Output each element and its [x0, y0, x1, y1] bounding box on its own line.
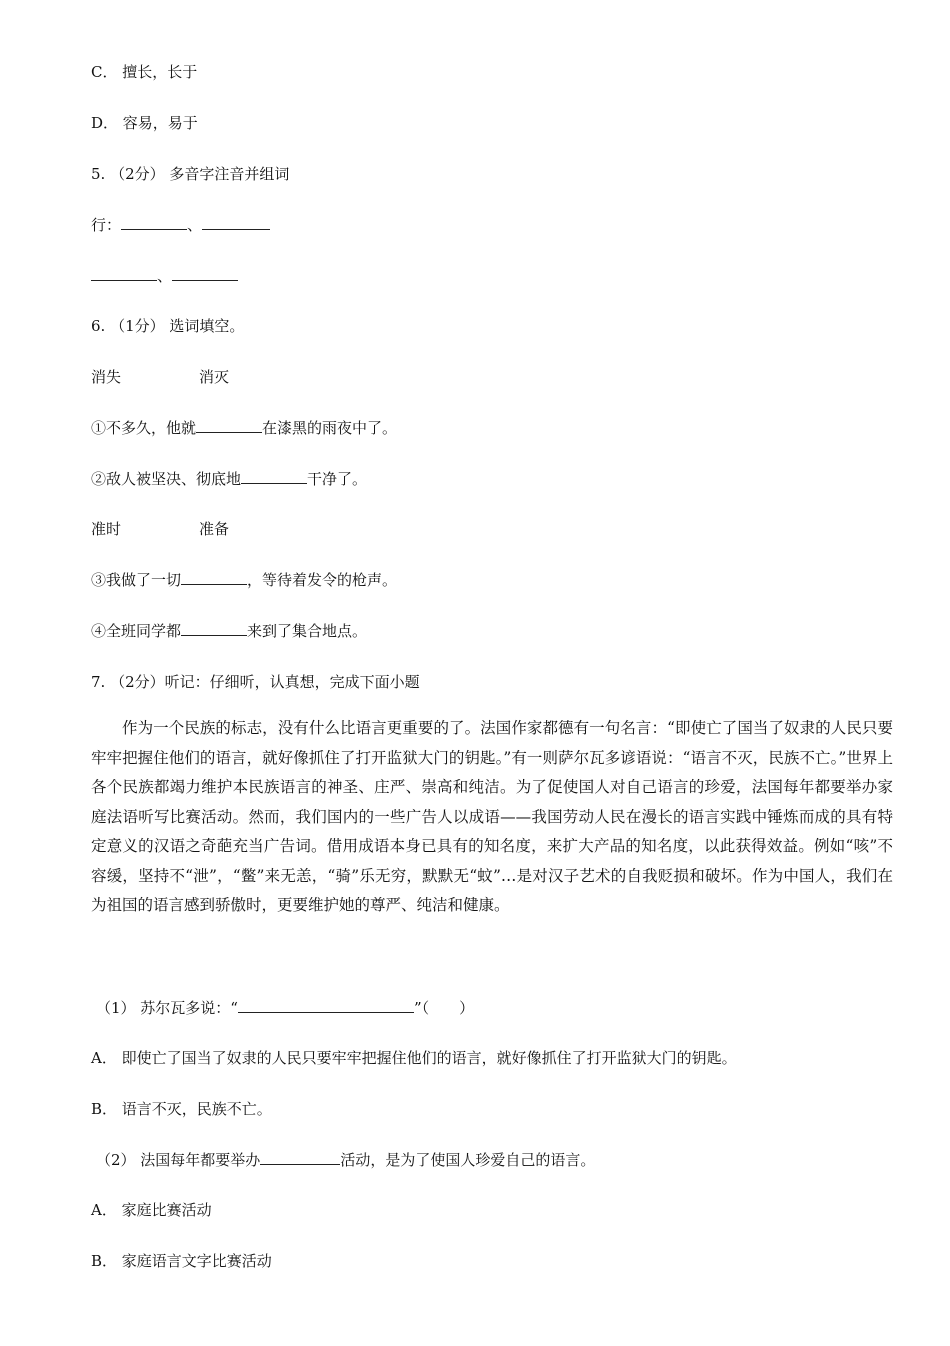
- reading-passage: 作为一个民族的标志，没有什么比语言更重要的了。法国作家都德有一句名言：“即使亡了国当了奴隶的人民只要牢牢把握住他们的语言，就好像抓住了打开监狱大门的钥匙。”有一则萨尔瓦多谚语说：“语言不灭，民族不亡。”世界上各个民族都竭力维护本民族语言的神圣、庄严、崇高和纯洁。为了促使国人对自己语言的珍爱，法国每年都要举办家庭法语听写比赛活动。然而，我们国内的一些广告人以成语——我国劳动人民在漫长的语言实践中锤炼而成的具有特定意义的汉语之奇葩充当广告词。借用成语本身已具有的知名度，来扩大产品的知名度，以此获得效益。例如“咳”不容缓，坚持不“泄”，“鳖”来无恙，“骑”乐无穷，默默无“蚊”…是对汉子艺术的自我贬损和破坏。作为中国人，我们在为祖国的语言感到骄傲时，更要维护她的尊严、纯洁和健康。: [91, 719, 893, 914]
- answer-blank[interactable]: [172, 266, 238, 281]
- question-6-title: [91, 316, 244, 336]
- answer-blank[interactable]: [181, 570, 247, 585]
- separator: 、: [187, 216, 203, 234]
- question-7-title: [91, 672, 420, 692]
- sub-question-1-option-b: [91, 1099, 272, 1119]
- option-text: B． 语言不灭，民族不亡。: [91, 1100, 272, 1118]
- answer-blank[interactable]: [91, 266, 157, 281]
- sentence-text: 干净了。: [307, 470, 368, 488]
- sub-question-2: [96, 1150, 595, 1170]
- question-5-line-1: [91, 215, 270, 235]
- sentence-text: ，等待着发令的枪声。: [247, 571, 398, 589]
- sentence-text: 来到了集合地点。: [247, 622, 368, 640]
- sub-question-2-option-a: [91, 1200, 212, 1220]
- sentence-4: [91, 621, 367, 641]
- question-6-title-text: 6. （1分） 选词填空。: [91, 317, 245, 335]
- sentence-text: ③我做了一切: [91, 571, 182, 589]
- polyphone-character: 行：: [91, 216, 122, 234]
- sub-question-text: 活动，是为了使国人珍爱自己的语言。: [340, 1151, 596, 1169]
- sub-question-2-option-b: [91, 1251, 272, 1271]
- answer-blank[interactable]: [121, 215, 187, 230]
- sentence-text: 在漆黑的雨夜中了。: [262, 419, 398, 437]
- sub-question-1: [96, 998, 474, 1018]
- word-choice: 准备: [199, 520, 230, 538]
- separator: 、: [157, 267, 173, 285]
- sentence-text: ②敌人被坚决、彻底地: [91, 470, 242, 488]
- word-choice: 消失: [91, 368, 122, 386]
- sentence-3: [91, 570, 397, 590]
- question-7-title-text: 7. （2分）听记：仔细听，认真想，完成下面小题: [91, 673, 420, 691]
- word-choices-1: [91, 367, 229, 387]
- sentence-2: [91, 469, 367, 489]
- question-5-title: [91, 164, 289, 184]
- answer-blank[interactable]: [181, 621, 247, 636]
- option-d-text: D． 容易，易于: [91, 114, 198, 132]
- sentence-text: ①不多久，他就: [91, 419, 197, 437]
- option-c: [91, 62, 197, 82]
- answer-blank[interactable]: [238, 998, 414, 1013]
- option-text: B． 家庭语言文字比赛活动: [91, 1252, 272, 1270]
- option-d: [91, 113, 198, 133]
- answer-blank[interactable]: [202, 215, 270, 230]
- answer-blank[interactable]: [196, 418, 262, 433]
- question-5-title-text: 5. （2分） 多音字注音并组词: [91, 165, 290, 183]
- word-choices-2: [91, 519, 229, 539]
- option-text: A． 即使亡了国当了奴隶的人民只要牢牢把握住他们的语言，就好像抓住了打开监狱大门的钥匙。: [91, 1049, 737, 1067]
- sub-question-text: ”（ ）: [413, 999, 475, 1017]
- option-c-text: C． 擅长，长于: [91, 63, 198, 81]
- sub-question-1-option-a: [91, 1048, 737, 1068]
- word-choice: 消灭: [199, 368, 230, 386]
- answer-blank[interactable]: [241, 469, 307, 484]
- question-5-line-2: [91, 266, 238, 286]
- answer-blank[interactable]: [260, 1150, 340, 1165]
- sub-question-text: （2） 法国每年都要举办: [96, 1151, 261, 1169]
- sentence-text: ④全班同学都: [91, 622, 182, 640]
- sub-question-text: （1） 苏尔瓦多说：“: [96, 999, 238, 1017]
- word-choice: 准时: [91, 520, 122, 538]
- sentence-1: [91, 418, 397, 438]
- option-text: A． 家庭比赛活动: [91, 1201, 212, 1219]
